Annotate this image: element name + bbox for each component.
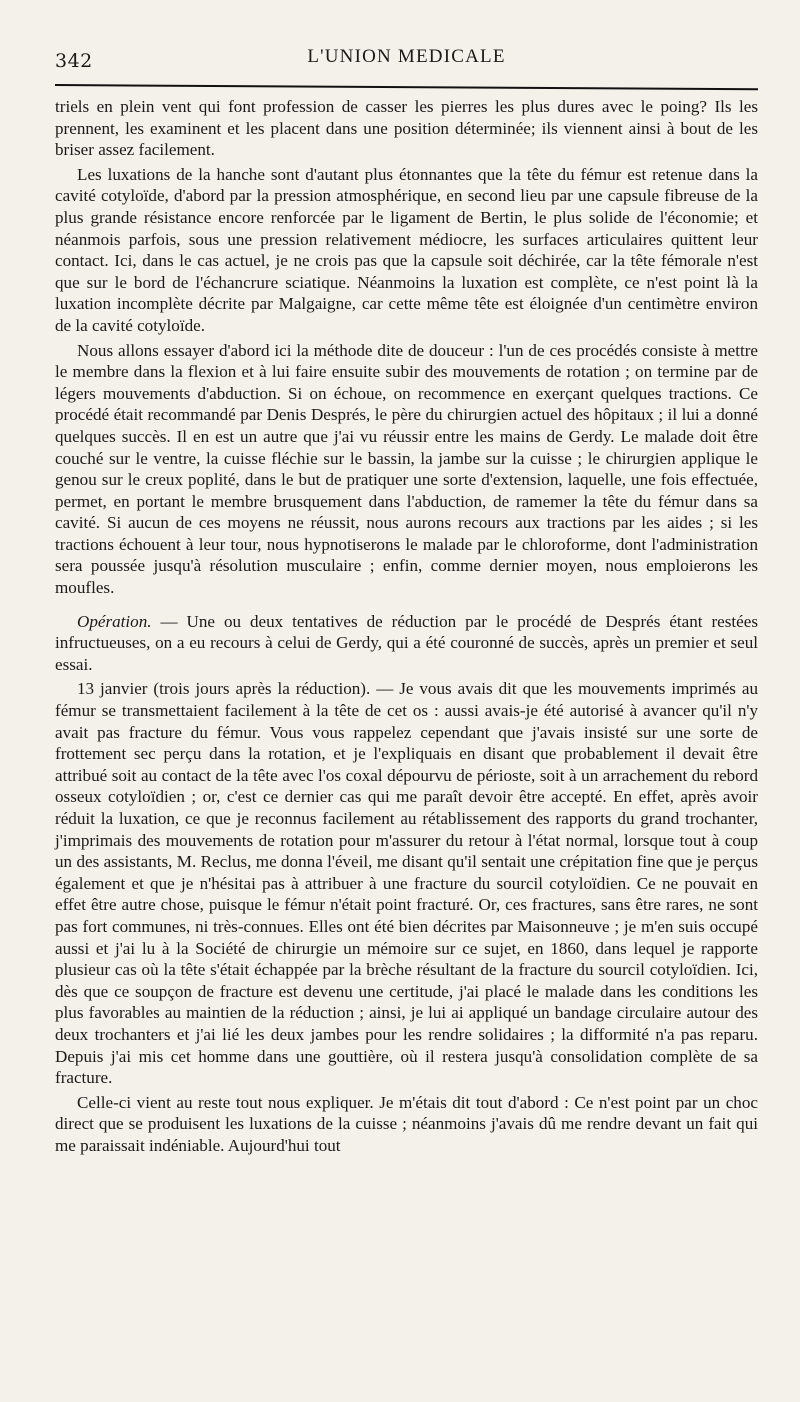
paragraph-continuation: triels en plein vent qui font profession de casser les pierres les plus dures avec le poing? Ils les prennent, les examinent et les placent dans une position déterminée; ils viennent ainsi à bout de les briser assez facilement. xyxy=(55,97,758,160)
paragraph-hip-luxations: Les luxations de la hanche sont d'autant plus étonnantes que la tête du fémur est retenue dans la cavité cotyloïde, d'abord par la pression atmosphérique, en second lieu par une capsule fibreuse de la plus grande résistance encore renforcée par le ligament de Bertin, le plus solide de l'économie; et néanmois parfois, sous une pression relativement médiocre, les surfaces articulaires quittent leur contact. Ici, dans le cas actuel, je ne crois pas que la capsule soit déchirée, car la tête fémorale n'est que sur le bord de l'échancrure sciatique. Néanmoins la luxation est complète, ce n'est point là la luxation incomplète décrite par Malgaigne, car cette même tête est éloignée d'un centimètre environ de la cavité cotyloïde. xyxy=(55,164,758,335)
article-body xyxy=(55,96,758,1157)
page-header xyxy=(55,40,758,74)
operation-text: — Une ou deux tentatives de réduction par le procédé de Després étant restées infructueuses, on a eu recours à celui de Gerdy, qui a été couronné de succès, après un premier et seul essai. xyxy=(55,611,758,674)
paragraph-operation xyxy=(55,611,758,676)
page-number: 342 xyxy=(55,50,93,72)
operation-heading: Opération. xyxy=(77,611,152,631)
paragraph-january-13: 13 janvier (trois jours après la réduction). — Je vous avais dit que les mouvements imprimés au fémur se transmettaient facilement à la tête de cet os : aussi avais-je été autorisé à avancer qu'il n'y avait pas fracture du fémur. Vous vous rappelez cependant que j'avais insisté sur une sorte de frottement sec perçu dans la rotation, et je l'expliquais en disant que probablement il devait être attribué soit au contact de la tête avec l'os coxal dépourvu de périoste, soit à un arrachement du rebord osseux cotyloïdien ; or, c'est ce dernier cas qui me paraît devoir être accepté. En effet, après avoir réduit la luxation, ce que je reconnus facilement au rétablissement des rapports du grand trochanter, j'imprimais des mouvements de rotation pour m'assurer du retour à l'état normal, lorsque tout à coup un des assistants, M. Reclus, me donna l'éveil, me disant qu'il sentait une crépitation fine que je perçus également et que je n'hésitai pas à attribuer à une fracture du sourcil cotyloïdien. Ce ne pouvait en effet être autre chose, puisque le fémur n'était point fracturé. Or, ces fractures, sans être rares, ne sont pas fort communes, ni très-connues. Elles ont été bien décrites par Maisonneuve ; je m'en suis occupé aussi et j'ai lu à la Société de chirurgie un mémoire sur ce sujet, en 1860, dans lequel je rapporte plusieur cas où la tête s'était échappée par la brèche résultant de la fracture du sourcil cotyloïdien. Ici, dès que ce soupçon de fracture est devenu une certitude, j'ai placé le malade dans les conditions les plus favorables au maintien de la réduction ; ainsi, je lui ai appliqué un bandage circulaire autour des deux trochanters et j'ai lié les deux jambes pour les rendre solidaires ; la difformité n'a pas reparu. Depuis j'ai mis cet homme dans une gouttière, où il restera jusqu'à consolidation complète de sa fracture. xyxy=(55,679,758,1088)
header-rule xyxy=(55,84,758,90)
journal-title: L'UNION MEDICALE xyxy=(307,46,506,67)
paragraph-reduction-methods: Nous allons essayer d'abord ici la méthode dite de douceur : l'un de ces procédés consiste à mettre le membre dans la flexion et à lui faire ensuite subir des mouvements de rotation ; on termine par de légers mouvements d'abduction. Si on échoue, on recommence en exerçant quelques tractions. Ce procédé était recommandé par Denis Després, le père du chirurgien actuel des hôpitaux ; il lui a donné quelques succès. Il en est un autre que j'ai vu réussir entre les mains de Gerdy. Le malade doit être couché sur le ventre, la cuisse fléchie sur le bassin, la jambe sur la cuisse ; le chirurgien applique le genou sur le creux poplité, dans le but de pratiquer une sorte d'extension, laquelle, une fois effectuée, permet, en portant le membre brusquement dans l'abduction, de ramemer la tête du fémur dans sa cavité. Si aucun de ces moyens ne réussit, nous aurons recours aux tractions par les aides ; si les tractions échouent à leur tour, nous hypnotiserons le malade par le chloroforme, dont l'administration sera poussée jusqu'à résolution musculaire ; enfin, comme dernier moyen, nous emploierons les moufles. xyxy=(55,340,758,598)
paragraph-conclusion: Celle-ci vient au reste tout nous expliquer. Je m'étais dit tout d'abord : Ce n'est point par un choc direct que se produisent les luxations de la cuisse ; néanmoins j'avais dû me rendre devant un fait qui me paraissait indéniable. Aujourd'hui tout xyxy=(55,1092,758,1155)
